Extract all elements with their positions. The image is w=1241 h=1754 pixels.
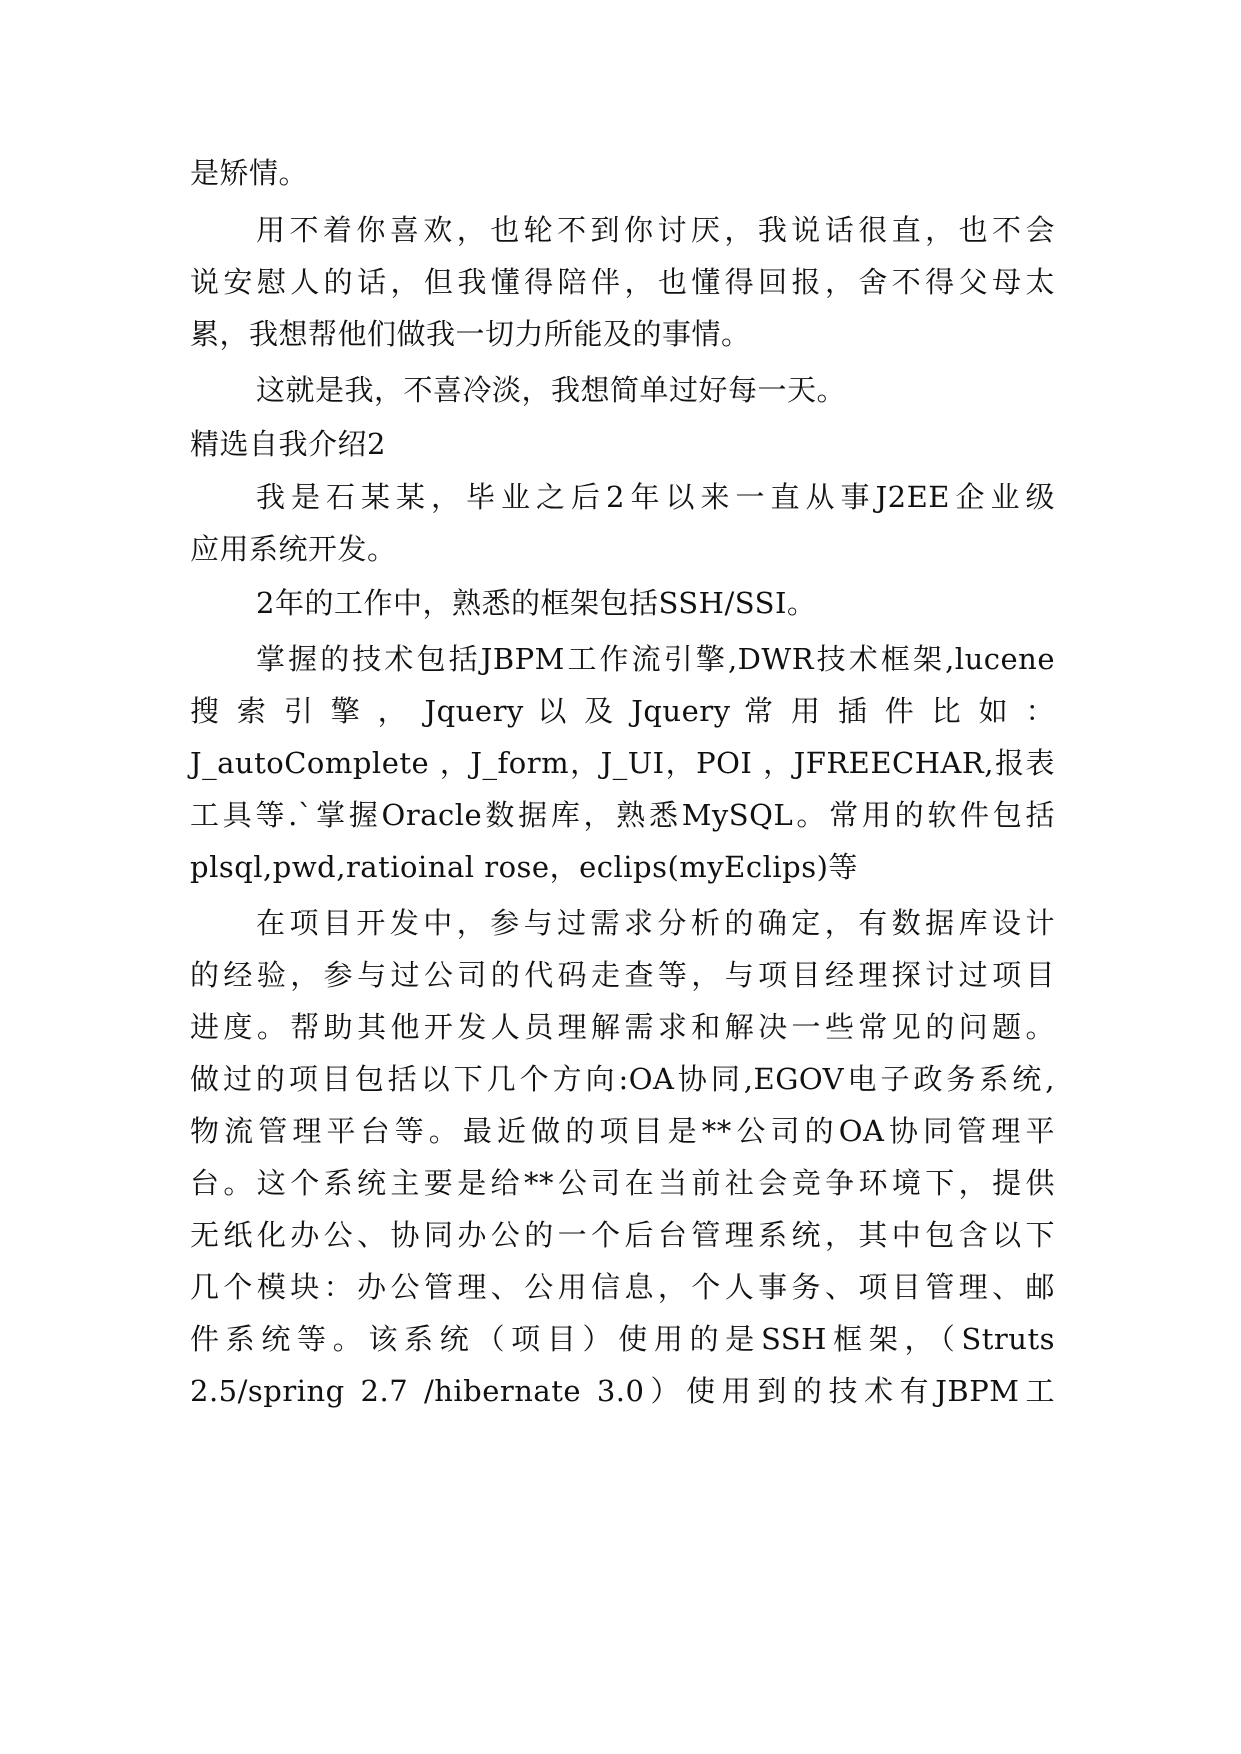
text-line: 进度。帮助其他开发人员理解需求和解决一些常见的问题。 [190, 1010, 1055, 1044]
text-line: 无纸化办公、协同办公的一个后台管理系统，其中包含以下 [190, 1218, 1055, 1252]
text-line: 2.5/spring 2.7 /hibernate 3.0）使用到的技术有JBPM工 [190, 1374, 1055, 1408]
text-line: 2年的工作中，熟悉的框架包括SSH/SSI。 [256, 586, 817, 620]
text-line: J_autoComplete ，J_form，J_UI，POI ，JFREECHAR,报表 [190, 746, 1055, 780]
text-line: 用不着你喜欢，也轮不到你讨厌，我说话很直，也不会 [256, 213, 1055, 247]
section-heading: 精选自我介绍2 [190, 427, 386, 461]
text-line: 做过的项目包括以下几个方向:OA协同,EGOV电子政务系统, [190, 1062, 1055, 1096]
text-line: 台。这个系统主要是给**公司在当前社会竞争环境下，提供 [190, 1166, 1055, 1200]
text-line: 工具等.`掌握Oracle数据库，熟悉MySQL。常用的软件包括 [190, 798, 1055, 832]
text-line: 我是石某某，毕业之后2年以来一直从事J2EE企业级 [256, 480, 1055, 514]
text-line: 累，我想帮他们做我一切力所能及的事情。 [190, 317, 751, 351]
text-line: 应用系统开发。 [190, 532, 397, 566]
text-line: 在项目开发中，参与过需求分析的确定，有数据库设计 [256, 906, 1055, 940]
text-line: 的经验，参与过公司的代码走查等，与项目经理探讨过项目 [190, 958, 1055, 992]
text-line: 几个模块：办公管理、公用信息，个人事务、项目管理、邮 [190, 1270, 1055, 1304]
text-line: 物流管理平台等。最近做的项目是**公司的OA协同管理平 [190, 1114, 1055, 1148]
text-line: 掌握的技术包括JBPM工作流引擎,DWR技术框架,lucene [256, 642, 1055, 676]
text-line: 是矫情。 [190, 156, 309, 190]
text-line: 这就是我，不喜冷淡，我想简单过好每一天。 [256, 373, 847, 407]
text-line: 搜 索 引 擎 ， Jquery 以 及 Jquery 常 用 插 件 比 如 ： [190, 694, 1055, 728]
text-line: 说安慰人的话，但我懂得陪伴，也懂得回报，舍不得父母太 [190, 265, 1055, 299]
text-line: plsql,pwd,ratioinal rose，eclips(myEclips)等 [190, 850, 858, 884]
text-line: 件系统等。该系统（项目）使用的是SSH框架，（Struts [190, 1322, 1055, 1356]
